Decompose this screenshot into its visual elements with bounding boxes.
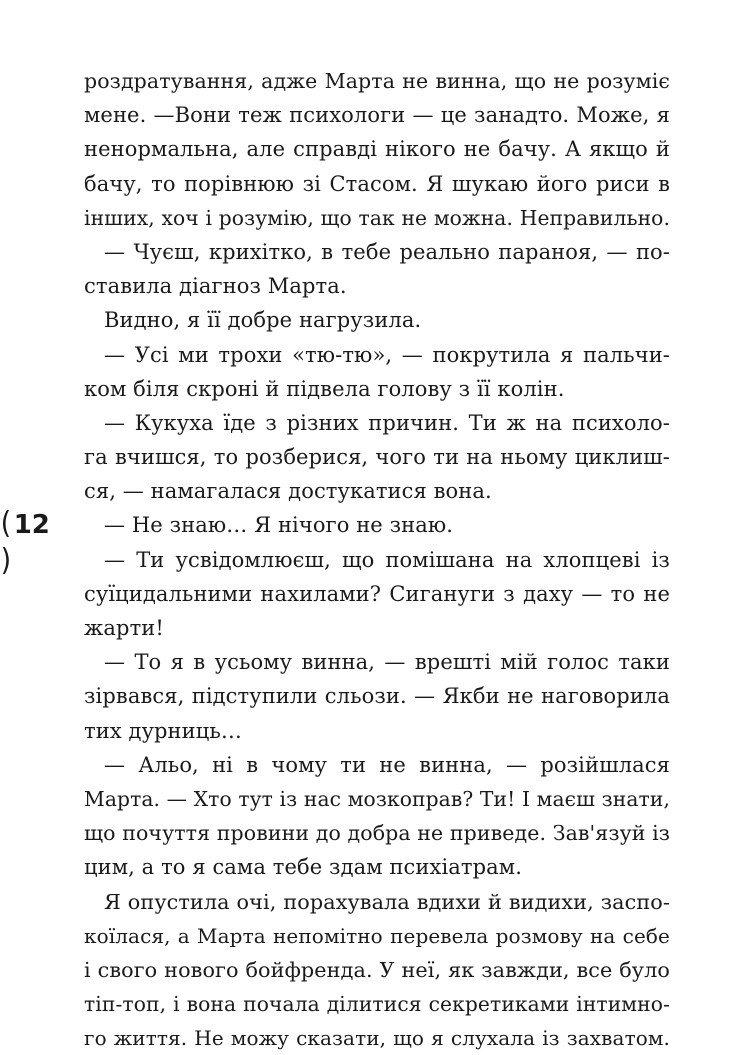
text-line: га вчишся, то розберися, чого ти на ньому циклиш- [84, 445, 670, 470]
page-number [0, 506, 62, 578]
page-number-open-paren: ( [0, 506, 12, 541]
text-line: тіп-топ, і вона почала ділитися секретиками інтимно- [84, 992, 670, 1017]
text-line: — Альо, ні в чому ти не винна, — розійшлася [104, 752, 670, 777]
text-line: ставила діагноз Марта. [84, 274, 347, 299]
text-line: — Не знаю… Я нічого не знаю. [104, 513, 454, 538]
page-number-close-paren: ) [0, 543, 12, 578]
text-line: — То я в усьому винна, — врешті мій голос таки [104, 650, 670, 675]
body-text [84, 64, 670, 1055]
text-line: — Ти усвідомлюєш, що помішана на хлопцеві із [104, 547, 670, 572]
text-line: коїлася, а Марта непомітно перевела розмову на себе [84, 923, 670, 948]
text-line: Видно, я її добре нагрузила. [104, 308, 422, 333]
text-line: ненормальна, але справді нікого не бачу. А якщо й [84, 137, 670, 162]
text-line: го життя. Не можу сказати, що я слухала із захватом. [84, 1026, 670, 1051]
text-line: бачу, то порівнюю зі Стасом. Я шукаю його риси в [84, 171, 670, 196]
text-line: зірвався, підступили сльози. — Якби не наговорила [84, 684, 670, 709]
text-line: — Усі ми трохи «тю-тю», — покрутила я пальчи- [104, 342, 670, 367]
text-line: жарти! [84, 616, 164, 640]
text-line: суїцидальними нахилами? Сигануги з даху — то не [84, 581, 670, 606]
text-line: Марта. — Хто тут із нас мозкоправ? Ти! І маєш знати, [84, 786, 670, 811]
text-line: мене. —Вони теж психологи — це занадто. Може, я [84, 103, 670, 128]
text-line: ся, — намагалася достукатися вона. [84, 479, 492, 504]
text-line: — Чуєш, крихітко, в тебе реально параноя, — по- [104, 239, 670, 264]
text-line: ком біля скроні й підвела голову з її колін. [84, 376, 565, 401]
text-line: роздратування, адже Марта не винна, що не розуміє [84, 69, 670, 93]
text-line: Я опустила очі, порахувала вдихи й видихи, заспо- [104, 889, 670, 914]
page-number-value: 12 [13, 510, 50, 540]
text-line: — Кукуха їде з різних причин. Ти ж на психоло- [104, 410, 670, 435]
text-line: інших, хоч і розумію, що так не можна. Неправильно. [84, 205, 670, 230]
text-line: що почуття провини до добра не приведе. Зав'язуй із [84, 821, 671, 846]
text-line: тих дурниць… [84, 718, 242, 743]
text-line: і свого нового бойфренда. У неї, як завжди, все було [84, 957, 670, 982]
text-line: цим, а то я сама тебе здам психіатрам. [84, 855, 522, 880]
